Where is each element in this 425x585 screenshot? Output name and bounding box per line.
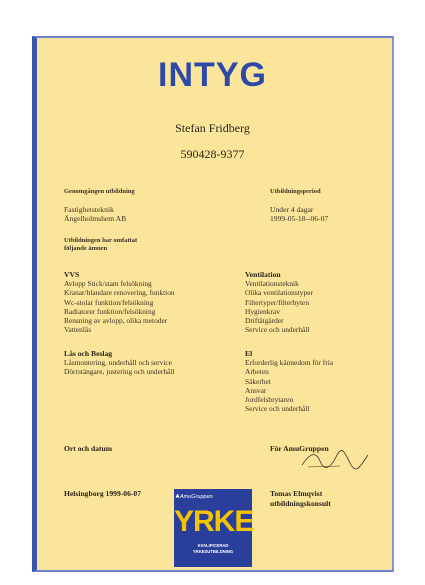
list-item: Vattenlås: [64, 325, 92, 335]
list-item: Wc-stolar funktion/felsökning: [64, 297, 154, 307]
list-item: Rensning av avlopp, olika metoder: [64, 316, 168, 326]
course-line: Ängelholmshem AB: [64, 214, 127, 224]
list-item: Ventilationsteknik: [245, 279, 299, 289]
personal-number: 590428-9377: [180, 147, 245, 161]
list-item: Låsmontering, underhåll och service: [64, 358, 172, 368]
list-item: Dörrstängare, justering och underhåll: [64, 367, 175, 377]
period-label: Utbildningsperiod: [270, 188, 321, 195]
list-item: Driftåtgärder: [245, 316, 284, 326]
list-item: Ansvar: [245, 385, 267, 395]
logo-sub-line: YRKESUTBILDNING: [192, 549, 234, 554]
scope-label: [64, 237, 137, 253]
yrke-logo: [174, 489, 252, 567]
certificate-title: INTYG: [158, 56, 267, 94]
signatory-name: Tomas Elmqvist: [270, 489, 323, 498]
list-item: Arbeten: [245, 367, 269, 377]
place-date-label: Ort och datum: [64, 444, 113, 453]
period-line: Under 4 dagar: [270, 205, 314, 214]
logo-word: YRKE: [174, 505, 254, 538]
list-item: Service och underhåll: [245, 325, 310, 335]
list-item: Service och underhåll: [245, 404, 310, 414]
list-item: Filtertyper/filterbyten: [245, 297, 310, 307]
course-block: [64, 205, 126, 223]
section-title: Lås och Beslag: [64, 349, 113, 358]
section-title: Ventilation: [245, 270, 281, 279]
course-line: Fastighetsteknik: [64, 205, 114, 214]
period-line: 1999-05-18--06-07: [270, 214, 329, 224]
section-vvs: [64, 270, 175, 334]
section-title: VVS: [64, 270, 80, 279]
signatory-title: utbildningskonsult: [270, 499, 331, 508]
section-el: [245, 349, 333, 413]
list-item: Erforderlig kännedom för fria: [245, 358, 334, 368]
list-item: Radiatorer funktion/felsökning: [64, 306, 156, 316]
issuer-label: För AmuGruppen: [270, 444, 329, 453]
section-title: El: [245, 349, 253, 358]
scope-label-line: Utbildningen har omfattat: [64, 237, 138, 244]
section-ventilation: [245, 270, 313, 334]
logo-brand: AmuGruppen: [180, 494, 213, 500]
logo-sub-line: KVALIFICERAD: [197, 543, 229, 548]
list-item: Säkerhet: [245, 376, 271, 386]
place-date: Helsingborg 1999-06-07: [64, 489, 141, 498]
signature: [300, 449, 370, 471]
list-item: Hygienkrav: [245, 306, 280, 316]
list-item: Olika ventilationstyper: [245, 288, 313, 298]
section-las-och-beslag: [64, 349, 174, 377]
recipient-name: Stefan Fridberg: [175, 121, 250, 135]
course-label: Genomgången utbildning: [64, 188, 135, 195]
list-item: Jordfelsbrytaren: [245, 395, 294, 405]
list-item: Avlopp Stick/stam felsökning: [64, 279, 152, 289]
scope-label-line: följande ämnen: [64, 245, 108, 252]
list-item: Kranar/blandare renovering, funktion: [64, 288, 175, 298]
period-block: [270, 205, 328, 223]
